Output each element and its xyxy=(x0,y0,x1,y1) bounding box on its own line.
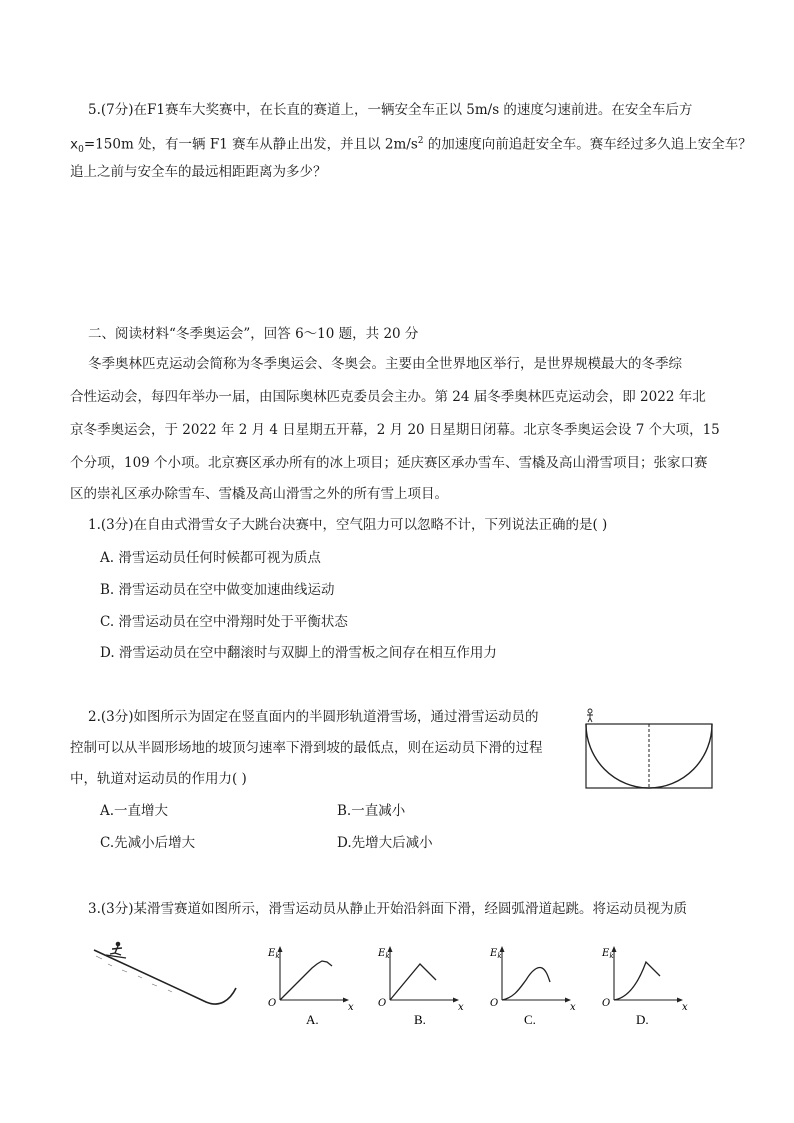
section2-para-line1: 冬季奥林匹克运动会简称为冬季奥运会、冬奥会。主要由全世界地区举行，是世界规模最大的冬季综 xyxy=(88,356,682,372)
ek-graph-d xyxy=(596,940,696,1030)
origin-label-d: O xyxy=(602,998,611,1009)
ek-label-a: $E_k$ xyxy=(268,948,280,960)
section2-para-line3: 京冬季奥运会，于 2022 年 2 月 4 日星期五开幕，2 月 20 日星期日闭幕。北京冬季奥运会设 7 个大项，15 xyxy=(70,422,720,438)
q1-option-a: A. 滑雪运动员任何时候都可视为质点 xyxy=(100,550,321,566)
ski-track-diagram xyxy=(88,940,238,1010)
ek-curve-d xyxy=(614,962,660,1000)
ek-curve-b xyxy=(390,964,436,1000)
section2-para-line4: 个分项，109 个小项。北京赛区承办所有的冰上项目；延庆赛区承办雪车、雪橇及高山滑雪项目；张家口赛 xyxy=(70,455,708,471)
q2-option-d: D.先增大后减小 xyxy=(337,835,433,851)
section2-para-line5: 区的崇礼区承办除雪车、雪橇及高山滑雪之外的所有雪上项目。 xyxy=(70,486,448,502)
x-label-b: x xyxy=(458,1002,464,1013)
q2-option-b: B.一直减小 xyxy=(337,803,406,819)
origin-label-b: O xyxy=(378,998,387,1009)
q5-subscript: 0 xyxy=(78,145,84,156)
slope-hatching xyxy=(96,956,172,992)
skier-icon xyxy=(106,942,126,958)
q2-line1: 2.(3分)如图所示为固定在竖直面内的半圆形轨道滑雪场，通过滑雪运动员的 xyxy=(88,709,539,725)
q5-line2 xyxy=(70,131,752,160)
q5-line3: 追上之前与安全车的最远相距距离为多少？ xyxy=(70,164,327,180)
q5-line2-mid: =150m 处，有一辆 F1 赛车从静止出发，并且以 2m/s xyxy=(83,136,418,153)
ek-curve-a xyxy=(280,961,332,1000)
x-label-a: x xyxy=(348,1002,354,1013)
caption-a: A. xyxy=(306,1012,319,1027)
q5-var-x: x xyxy=(70,136,79,153)
section2-para-line2: 合性运动会，每四年举办一届，由国际奥林匹克委员会主办。第 24 届冬季奥林匹克运动会，即 2022 年北 xyxy=(70,389,706,405)
skier-icon xyxy=(587,709,593,722)
q1-stem: 1.(3分)在自由式滑雪女子大跳台决赛中，空气阻力可以忽略不计，下列说法正确的是( ) xyxy=(88,517,608,533)
ek-graph-c xyxy=(484,940,584,1030)
q3-stem: 3.(3分)某滑雪赛道如图所示，滑雪运动员从静止开始沿斜面下滑，经圆弧滑道起跳。将运动员视为质 xyxy=(88,901,688,917)
q2-line3: 中，轨道对运动员的作用力( ) xyxy=(70,771,247,787)
ek-graph-a xyxy=(262,940,362,1030)
q2-option-c: C.先减小后增大 xyxy=(100,835,196,851)
q1-option-c: C. 滑雪运动员在空中滑翔时处于平衡状态 xyxy=(100,614,348,630)
q5-line2-post: 的加速度向前追赶安全车。赛车经过多久追上安全车？ xyxy=(423,136,752,153)
caption-d: D. xyxy=(636,1012,649,1027)
ek-graph-b xyxy=(372,940,472,1030)
q5-superscript: 2 xyxy=(417,136,424,146)
origin-label-c: O xyxy=(490,998,499,1009)
q1-option-b: B. 滑雪运动员在空中做变加速曲线运动 xyxy=(100,582,335,598)
caption-b: B. xyxy=(414,1012,426,1027)
origin-label-a: O xyxy=(268,998,277,1009)
q2-line2: 控制可以从半圆形场地的坡顶匀速率下滑到坡的最低点，则在运动员下滑的过程 xyxy=(70,740,543,756)
ek-label-b: $E_k$ xyxy=(378,948,390,960)
ek-curve-c xyxy=(502,968,550,1001)
x-label-d: x xyxy=(682,1002,688,1013)
ski-track-curve xyxy=(94,950,236,1004)
x-label-c: x xyxy=(570,1002,576,1013)
q5-line1: 5.(7分)在F1赛车大奖赛中，在长直的赛道上，一辆安全车正以 5m/s 的速度匀速前进。在安全车后方 xyxy=(88,102,693,118)
ek-label-d: $E_k$ xyxy=(602,948,614,960)
q2-option-a: A.一直增大 xyxy=(100,803,169,819)
section2-heading: 二、阅读材料“冬季奥运会”，回答 6～10 题，共 20 分 xyxy=(88,326,419,342)
ek-label-c: $E_k$ xyxy=(490,948,502,960)
caption-c: C. xyxy=(524,1012,536,1027)
halfpipe-diagram xyxy=(584,706,716,792)
q1-option-d: D. 滑雪运动员在空中翻滚时与双脚上的滑雪板之间存在相互作用力 xyxy=(100,645,497,661)
